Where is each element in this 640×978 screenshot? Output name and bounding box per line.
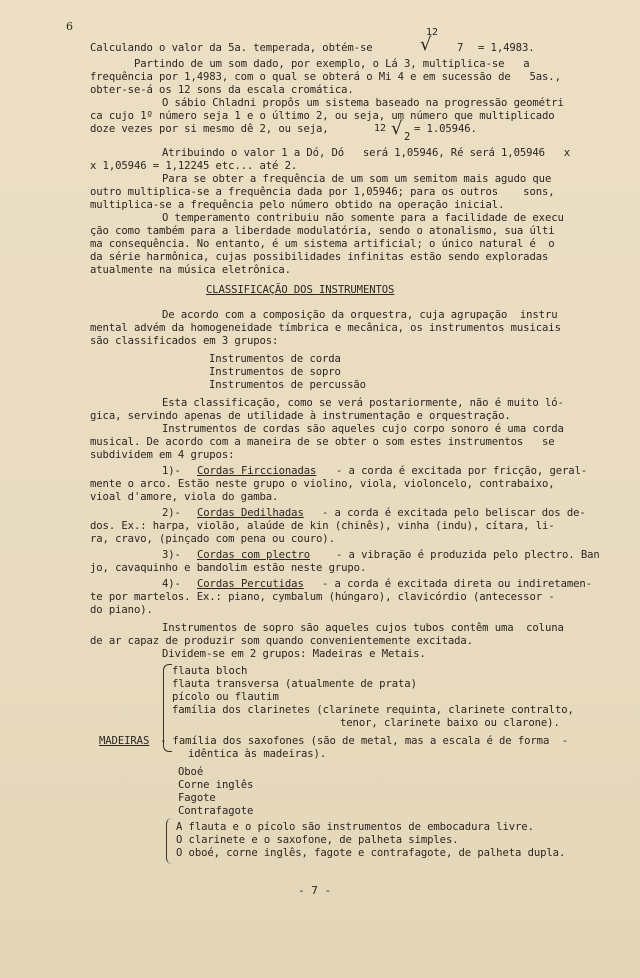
list-item: Instrumentos de sopro xyxy=(209,366,341,378)
text-line: De acordo com a composição da orquestra, cuja agrupação instru xyxy=(162,309,558,321)
text-line: doze vezes por si mesmo dê 2, ou seja, xyxy=(90,123,329,135)
text-line: gica, servindo apenas de utilidade à instrumentação e orquestração. xyxy=(90,410,511,422)
text-line: A flauta e o pícolo são instrumentos de embocadura livre. xyxy=(176,821,534,833)
list-item: flauta transversa (atualmente de prata) xyxy=(172,678,417,690)
text-line: do piano). xyxy=(90,604,153,616)
text-line: ra, cravo, (pinçado com pena ou couro). xyxy=(90,533,335,545)
list-item: família dos clarinetes (clarinete requinta, clarinete contralto, xyxy=(172,704,574,716)
text-line: multiplica-se a frequência pelo número obtido na operação inicial. xyxy=(90,199,505,211)
text-line: O sábio Chladni propôs um sistema baseado na progressão geométri xyxy=(162,97,564,109)
page-corner-number: 6 xyxy=(66,20,73,33)
text-line: Instrumentos de sopro são aqueles cujos tubos contêm uma coluna xyxy=(162,622,564,634)
subgroup-title: Cordas Percutidas xyxy=(197,578,304,590)
text-line: são classificados em 3 grupos: xyxy=(90,335,279,347)
subgroup-title: Cordas com plectro xyxy=(197,549,311,561)
text-line: Partindo de um som dado, por exemplo, o Lá 3, multiplica-se a xyxy=(134,58,530,70)
list-number: 1)- xyxy=(162,465,181,477)
root-symbol: √ xyxy=(391,118,403,139)
text-line: frequência por 1,4983, com o qual se obterá o Mi 4 e em sucessão de 5as., xyxy=(90,71,561,83)
text-line: te por martelos. Ex.: piano, cymbalum (húngaro), clavicórdio (antecessor - xyxy=(90,591,555,603)
list-item: Contrafagote xyxy=(178,805,254,817)
text-line: - a corda é excitada direta ou indiretamen- xyxy=(322,578,592,590)
text-line: O oboé, corne inglês, fagote e contrafagote, de palheta dupla. xyxy=(176,847,566,859)
text-line: musical. De acordo com a maneira de se obter o som estes instrumentos se xyxy=(90,436,555,448)
text-line: jo, cavaquinho e bandolim estão neste grupo. xyxy=(90,562,367,574)
text-line: x 1,05946 = 1,12245 etc... até 2. xyxy=(90,160,298,172)
root-index: 12 xyxy=(426,27,439,38)
text-line: outro multiplica-se a frequência dada por 1,05946; para os outros sons, xyxy=(90,186,555,198)
text-line: obter-se-á os 12 sons da escala cromática. xyxy=(90,84,354,96)
list-item: Instrumentos de percussão xyxy=(209,379,366,391)
list-number: 3)- xyxy=(162,549,181,561)
text-line: ção como também para a liberdade modulatória, sendo o atonalismo, sua últi xyxy=(90,225,555,237)
text-line: O temperamento contribuiu não somente para a facilidade de execu xyxy=(162,212,564,224)
text-line: O clarinete e o saxofone, de palheta simples. xyxy=(176,834,459,846)
text-line: - a vibração é produzida pelo plectro. Ban xyxy=(336,549,600,561)
radicand: 2 xyxy=(404,131,411,143)
list-item: Fagote xyxy=(178,792,216,804)
text-line: ma consequência. No entanto, é um sistema artificial; o único natural é o xyxy=(90,238,555,250)
text-line: = 1,4983. xyxy=(478,42,535,54)
text-line: mental advém da homogeneidade tímbrica e mecânica, os instrumentos musicais xyxy=(90,322,561,334)
list-number: 2)- xyxy=(162,507,181,519)
list-number: 4)- xyxy=(162,578,181,590)
list-item: - família dos saxofones (são de metal, mas a escala é de forma - xyxy=(160,735,569,747)
text-line: Para se obter a frequência de um som um semitom mais agudo que xyxy=(162,173,552,185)
section-heading: CLASSIFICAÇÃO DOS INSTRUMENTOS xyxy=(206,284,395,296)
page-number: - 7 - xyxy=(298,884,332,897)
subgroup-title: Cordas Dedilhadas xyxy=(197,507,304,519)
text-line: Esta classificação, como se verá postariormente, não é muito ló- xyxy=(162,397,564,409)
text-line: - a corda é excitada pelo beliscar dos de- xyxy=(322,507,586,519)
text-line: Atribuindo o valor 1 a Dó, Dó será 1,05946, Ré será 1,05946 x xyxy=(162,147,571,159)
radicand: 7 xyxy=(457,42,464,54)
subgroup-title: Cordas Firccionadas xyxy=(197,465,317,477)
text-line: de ar capaz de produzir som quando convenientemente excitada. xyxy=(90,635,473,647)
text-line: mente o arco. Estão neste grupo o violino, viola, violoncelo, contrabaixo, xyxy=(90,478,555,490)
text-line: Instrumentos de cordas são aqueles cujo corpo sonoro é uma corda xyxy=(162,423,564,435)
list-item: pícolo ou flautim xyxy=(172,691,279,703)
group-label: MADEIRAS xyxy=(99,735,150,747)
text-line: ca cujo 1º número seja 1 e o último 2, ou seja, um número que multiplicado xyxy=(90,110,555,122)
text-line: atualmente na música eletrônica. xyxy=(90,264,291,276)
text-line: Calculando o valor da 5a. temperada, obtém-se xyxy=(90,42,373,54)
group-brace xyxy=(166,818,173,864)
text-line: Dividem-se em 2 grupos: Madeiras e Metais. xyxy=(162,648,426,660)
list-item: Instrumentos de corda xyxy=(209,353,341,365)
list-item: tenor, clarinete baixo ou clarone). xyxy=(340,717,560,729)
text-line: dos. Ex.: harpa, violão, alaúde de kin (chinês), vinha (indu), cítara, li- xyxy=(90,520,555,532)
text-line: vioal d'amore, viola do gamba. xyxy=(90,491,279,503)
text-line: subdividem em 4 grupos: xyxy=(90,449,235,461)
list-item: idêntica às madeiras). xyxy=(188,748,327,760)
list-item: Oboé xyxy=(178,766,204,778)
list-item: Corne inglês xyxy=(178,779,254,791)
root-symbol: √ xyxy=(420,34,432,55)
text-line: - a corda é excitada por fricção, geral- xyxy=(336,465,588,477)
text-line: da série harmônica, cujas possibilidades infinitas estão sendo exploradas xyxy=(90,251,549,263)
list-item: flauta bloch xyxy=(172,665,248,677)
text-line: = 1.05946. xyxy=(414,123,477,135)
root-index: 12 xyxy=(374,123,387,134)
